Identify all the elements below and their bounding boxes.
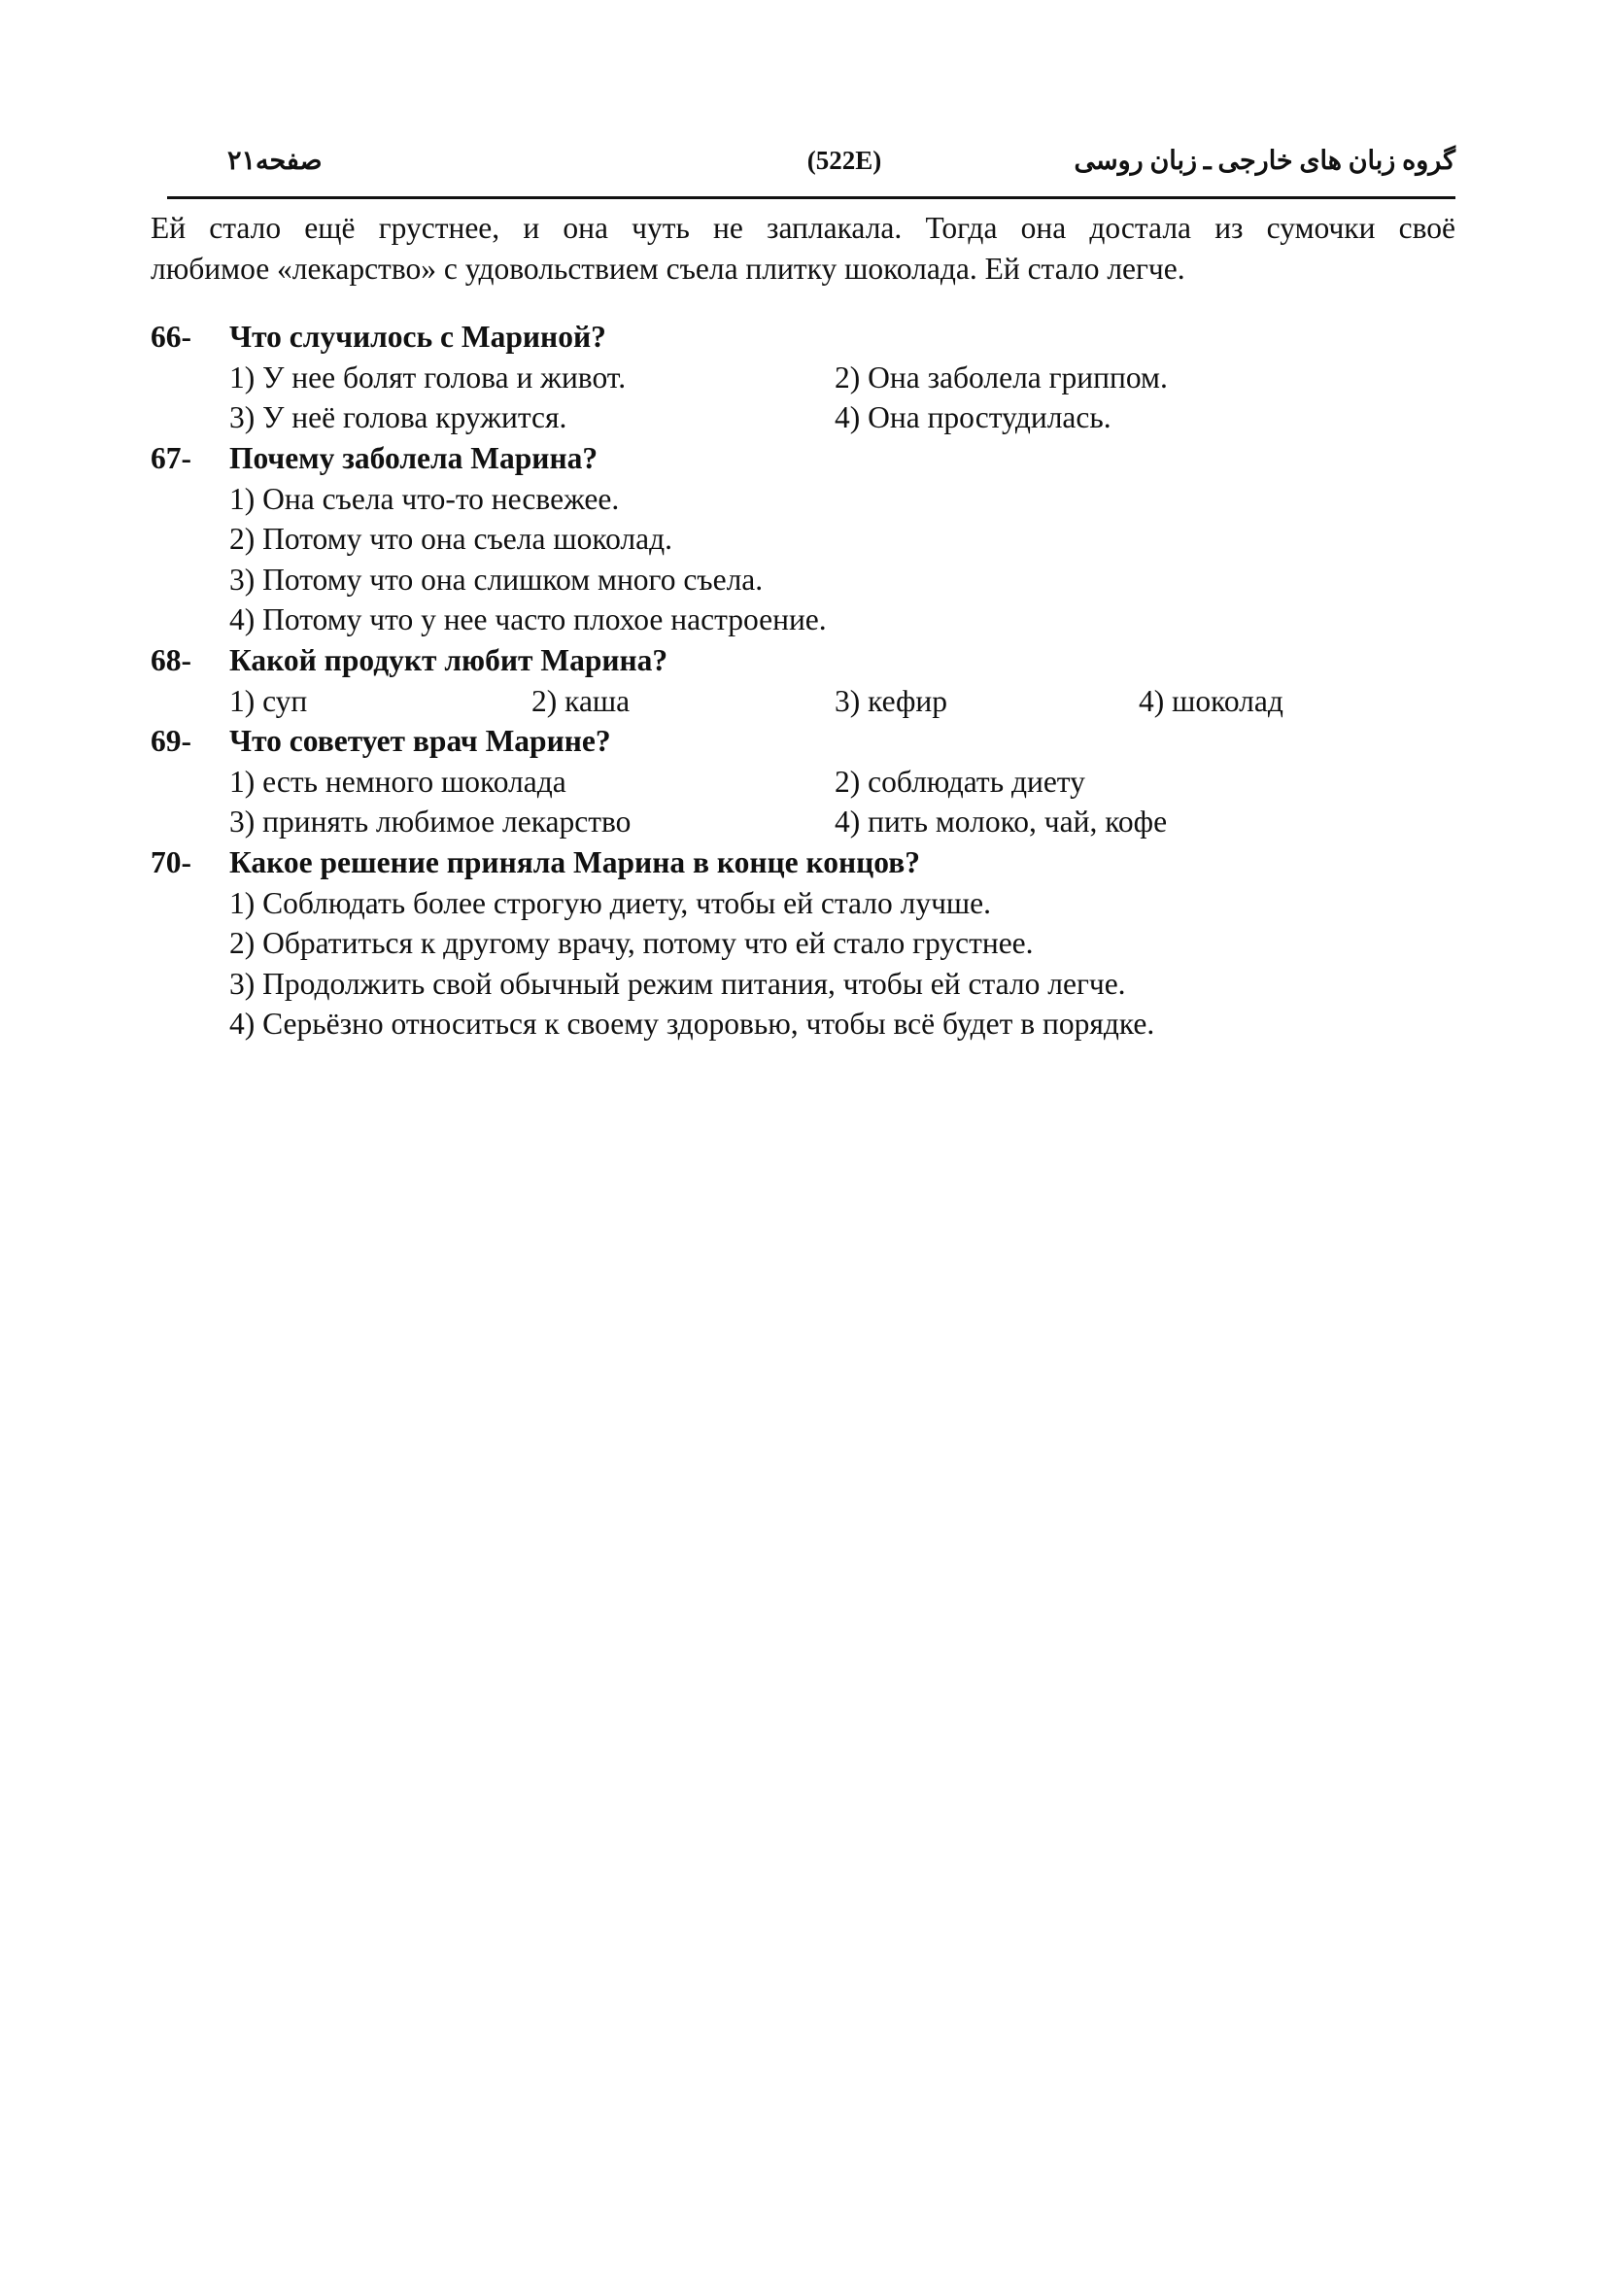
question-68 bbox=[151, 640, 1455, 721]
question-number: 70- bbox=[151, 844, 191, 879]
answer-option: 4) Она простудилась. bbox=[835, 400, 1111, 435]
answer-option: 3) принять любимое лекарство bbox=[229, 805, 632, 840]
answer-option: 4) шоколад bbox=[1139, 683, 1283, 718]
answer-option: 2) соблюдать диету bbox=[835, 764, 1085, 799]
question-number: 68- bbox=[151, 642, 191, 677]
page-header bbox=[167, 146, 1455, 185]
question-number: 67- bbox=[151, 440, 191, 475]
question-number: 69- bbox=[151, 724, 191, 759]
question-text: Почему заболела Марина? bbox=[229, 440, 598, 475]
passage-line: Ей стало ещё грустнее, и она чуть не заплакала. Тогда она достала из сумочки своё bbox=[151, 211, 1455, 245]
answer-option: 4) пить молоко, чай, кофе bbox=[835, 805, 1168, 840]
header-divider bbox=[167, 196, 1455, 199]
answer-option: 1) суп bbox=[229, 683, 308, 718]
answer-option: 1) есть немного шоколада bbox=[229, 764, 566, 799]
answer-option: 2) Она заболела гриппом. bbox=[835, 360, 1168, 394]
header-subject: گروه زبان های خارجی ـ زبان روسی bbox=[1074, 146, 1455, 175]
passage-line: любимое «лекарство» с удовольствием съела плитку шоколада. Ей стало легче. bbox=[151, 251, 1185, 286]
question-69 bbox=[151, 721, 1455, 842]
question-70 bbox=[151, 842, 1455, 1045]
question-text: Какое решение приняла Марина в конце концов? bbox=[229, 844, 921, 879]
header-page-number: صفحه۲۱ bbox=[227, 146, 323, 175]
question-number: 66- bbox=[151, 320, 191, 355]
answer-option: 2) Потому что она съела шоколад. bbox=[229, 522, 673, 557]
answer-option: 4) Потому что у нее часто плохое настроение. bbox=[229, 602, 827, 637]
answer-option: 3) Продолжить свой обычный режим питания, чтобы ей стало легче. bbox=[229, 966, 1126, 1001]
answer-option: 4) Серьёзно относиться к своему здоровью, чтобы всё будет в порядке. bbox=[229, 1007, 1155, 1042]
header-exam-code: (522E) bbox=[806, 146, 882, 175]
answer-option: 3) кефир bbox=[835, 683, 948, 718]
answer-option: 2) Обратиться к другому врачу, потому что ей стало грустнее. bbox=[229, 926, 1034, 961]
answer-option: 1) У нее болят голова и живот. bbox=[229, 360, 627, 394]
question-text: Что советует врач Марине? bbox=[229, 724, 611, 759]
answer-option: 2) каша bbox=[531, 683, 631, 718]
answer-option: 3) У неё голова кружится. bbox=[229, 400, 567, 435]
page-content bbox=[151, 208, 1455, 1045]
answer-option: 1) Соблюдать более строгую диету, чтобы ей стало лучше. bbox=[229, 885, 992, 920]
question-67 bbox=[151, 438, 1455, 640]
reading-passage bbox=[151, 208, 1455, 289]
answer-option: 3) Потому что она слишком много съела. bbox=[229, 562, 764, 597]
answer-option: 1) Она съела что-то несвежее. bbox=[229, 481, 620, 516]
question-text: Что случилось с Мариной? bbox=[229, 320, 606, 355]
question-66 bbox=[151, 317, 1455, 438]
question-text: Какой продукт любит Марина? bbox=[229, 642, 668, 677]
